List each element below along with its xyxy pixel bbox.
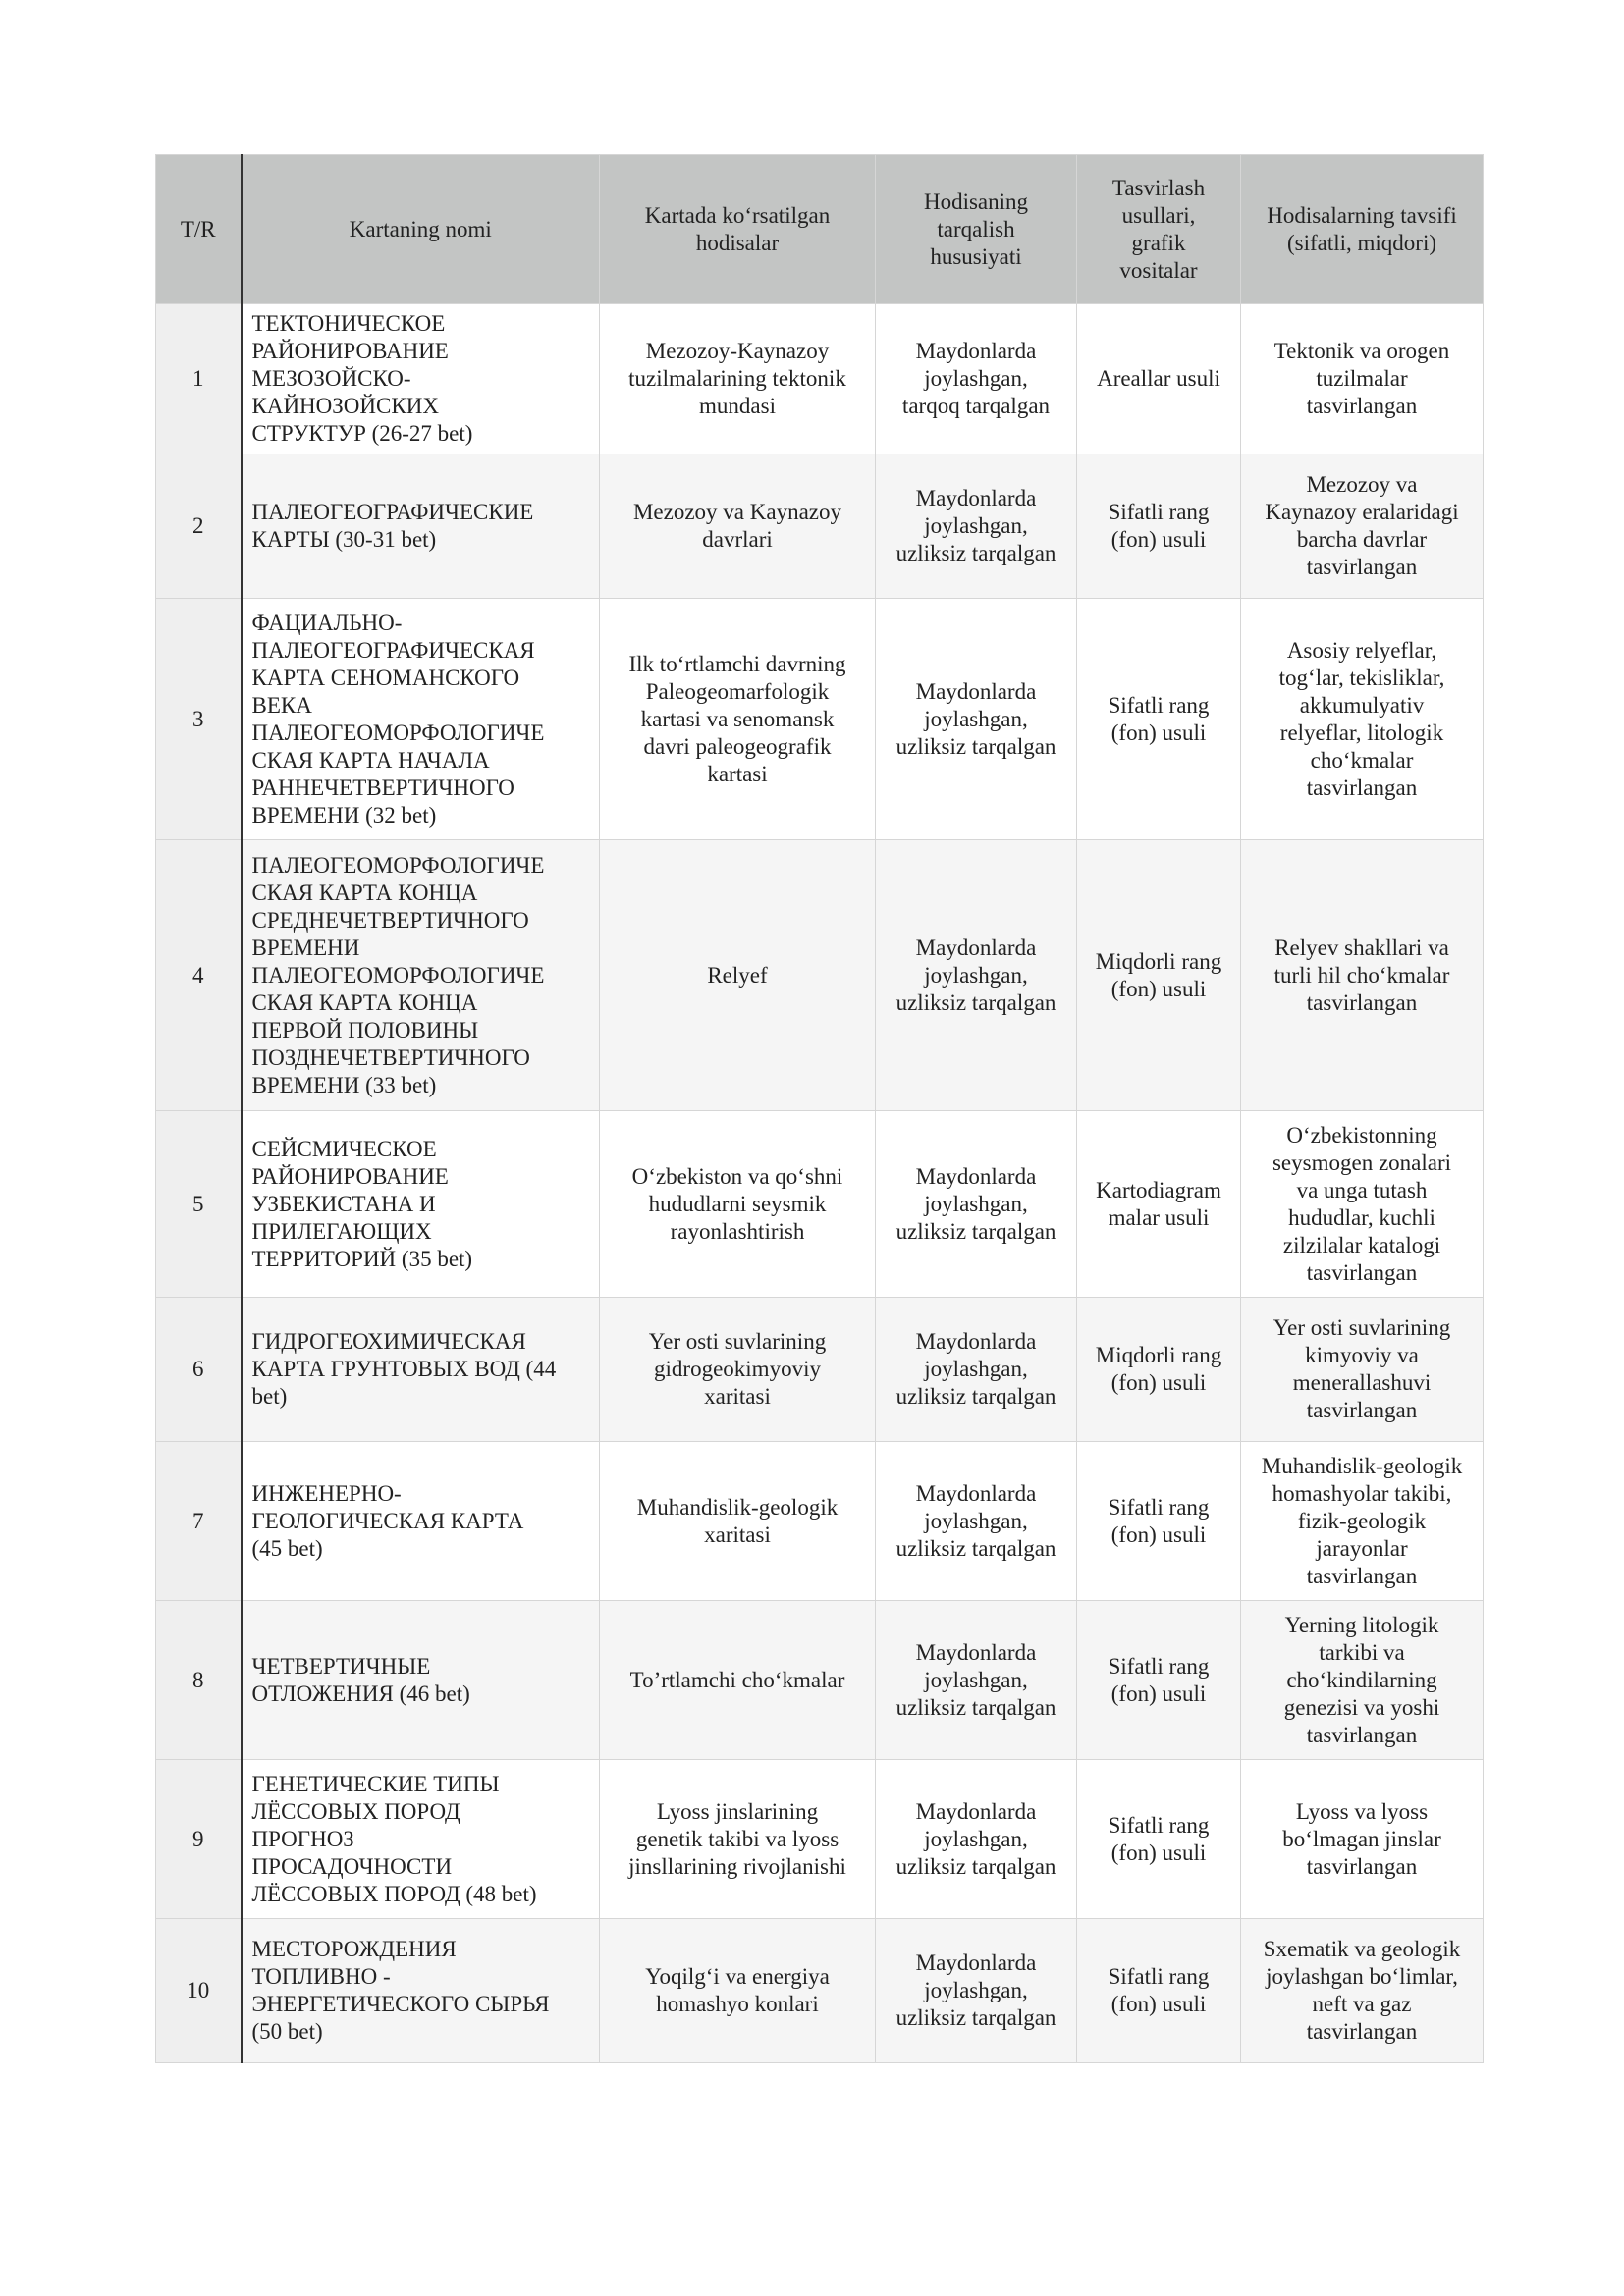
phenomena-cell-text: Yoqilg‘i va energiya homashyo konlari — [645, 1964, 830, 2016]
method-cell — [1077, 840, 1241, 1111]
map-name-cell-text: СЕЙСМИЧЕСКОЕ РАЙОНИРОВАНИЕ УЗБЕКИСТАНА И ПРИЛЕГАЮЩИХ ТЕРРИТОРИЙ (35 bet) — [251, 1136, 473, 1271]
header-description: Hodisalarning tavsifi (sifatli, miqdori) — [1241, 155, 1484, 304]
map-name-cell — [242, 599, 600, 840]
map-name-cell-text: МЕСТОРОЖДЕНИЯ ТОПЛИВНО - ЭНЕРГЕТИЧЕСКОГО СЫРЬЯ (50 bet) — [251, 1937, 550, 2044]
distribution-cell — [876, 1442, 1077, 1601]
distribution-cell-text: Maydonlarda joylashgan, tarqoq tarqalgan — [901, 339, 1051, 418]
description-cell-text: Lyoss va lyoss bo‘lmagan jinslar tasvirlangan — [1282, 1798, 1441, 1879]
row-number-text: 8 — [192, 1667, 204, 1692]
map-name-cell — [242, 1760, 600, 1919]
row-number-text: 9 — [192, 1826, 204, 1851]
description-cell — [1241, 1111, 1484, 1298]
phenomena-cell-text: Lyoss jinslarining genetik takibi va lyoss jinsllarining rivojlanishi — [628, 1798, 846, 1879]
description-cell — [1241, 1760, 1484, 1919]
map-name-cell — [242, 454, 600, 599]
header-map-name: Kartaning nomi — [242, 155, 600, 304]
phenomena-cell — [600, 1760, 876, 1919]
map-name-cell-text: ФАЦИАЛЬНО- ПАЛЕОГЕОГРАФИЧЕСКАЯ КАРТА СЕНОМАНСКОГО ВЕКА ПАЛЕОГЕОМОРФОЛОГИЧЕ СКАЯ КАРТА НАЧАЛА РАННЕЧЕТВЕРТИЧНОГО ВРЕМЕНИ (32 bet) — [251, 610, 545, 828]
method-cell-text: Sifatli rang (fon) usuli — [1108, 1964, 1210, 2016]
phenomena-cell — [600, 454, 876, 599]
row-number — [156, 840, 242, 1111]
row-number — [156, 304, 242, 454]
description-cell — [1241, 1601, 1484, 1760]
map-name-cell-text: ПАЛЕОГЕОМОРФОЛОГИЧЕ СКАЯ КАРТА КОНЦА СРЕДНЕЧЕТВЕРТИЧНОГО ВРЕМЕНИ ПАЛЕОГЕОМОРФОЛОГИЧЕ СКАЯ КАРТА КОНЦА ПЕРВОЙ ПОЛОВИНЫ ПОЗДНЕЧЕТВЕРТИЧНОГО ВРЕМЕНИ (33 bet) — [251, 852, 545, 1097]
description-cell-text: Asosiy relyeflar, tog‘lar, tekisliklar, akkumulyativ relyeflar, litologik cho‘kmalar tasvirlangan — [1278, 637, 1445, 800]
phenomena-cell-text: Mezozoy va Kaynazoy davrlari — [632, 500, 842, 552]
header-row — [156, 155, 1484, 304]
map-name-cell-text: ЧЕТВЕРТИЧНЫЕ ОТЛОЖЕНИЯ (46 bet) — [251, 1653, 470, 1706]
description-cell — [1241, 840, 1484, 1111]
phenomena-cell — [600, 1442, 876, 1601]
method-cell-text: Sifatli rang (fon) usuli — [1108, 500, 1210, 552]
method-cell-text: Miqdorli rang (fon) usuli — [1095, 1343, 1222, 1395]
row-number-text: 6 — [192, 1357, 204, 1381]
map-name-cell — [242, 840, 600, 1111]
method-cell-text: Kartodiagram malar usuli — [1096, 1177, 1221, 1230]
method-cell-text: Sifatli rang (fon) usuli — [1108, 1494, 1210, 1547]
table-row — [156, 840, 1484, 1111]
row-number-text: 1 — [192, 366, 204, 391]
distribution-cell — [876, 1760, 1077, 1919]
distribution-cell — [876, 304, 1077, 454]
header-tr: T/R — [156, 155, 242, 304]
description-cell — [1241, 1298, 1484, 1442]
header-method: Tasvirlash usullari, grafik vositalar — [1077, 155, 1241, 304]
phenomena-cell — [600, 1111, 876, 1298]
distribution-cell-text: Maydonlarda joylashgan, uzliksiz tarqalgan — [895, 486, 1056, 565]
row-number — [156, 1298, 242, 1442]
distribution-cell — [876, 1298, 1077, 1442]
table-row — [156, 1919, 1484, 2063]
method-cell — [1077, 1760, 1241, 1919]
row-number-text: 2 — [192, 513, 204, 538]
method-cell-text: Sifatli rang (fon) usuli — [1108, 1653, 1210, 1706]
table-row — [156, 599, 1484, 840]
row-number — [156, 1919, 242, 2063]
map-name-cell-text: ТЕКТОНИЧЕСКОЕ РАЙОНИРОВАНИЕ МЕЗОЗОЙСКО- КАЙНОЗОЙСКИХ СТРУКТУР (26-27 bet) — [251, 311, 473, 446]
table-header — [156, 155, 1484, 304]
map-name-cell — [242, 1442, 600, 1601]
table-row — [156, 454, 1484, 599]
row-number-text: 10 — [187, 1978, 210, 2002]
table-row — [156, 1298, 1484, 1442]
map-name-cell — [242, 304, 600, 454]
method-cell — [1077, 454, 1241, 599]
phenomena-cell-text: Muhandislik-geologik xaritasi — [636, 1494, 839, 1547]
method-cell-text: Sifatli rang (fon) usuli — [1108, 692, 1210, 745]
distribution-cell-text: Maydonlarda joylashgan, uzliksiz tarqalgan — [895, 1480, 1056, 1561]
row-number — [156, 599, 242, 840]
table-row — [156, 1760, 1484, 1919]
phenomena-cell-text: Relyef — [707, 962, 768, 988]
description-cell-text: Sxematik va geologik joylashgan bo‘limlar, neft va gaz tasvirlangan — [1263, 1937, 1461, 2044]
row-number — [156, 1111, 242, 1298]
method-cell — [1077, 1298, 1241, 1442]
map-name-cell-text: ГЕНЕТИЧЕСКИЕ ТИПЫ ЛЁССОВЫХ ПОРОД ПРОГНОЗ ПРОСАДОЧНОСТИ ЛЁССОВЫХ ПОРОД (48 bet) — [251, 1771, 537, 1906]
phenomena-cell-text: To’rtlamchi cho‘kmalar — [629, 1667, 845, 1692]
description-cell-text: Yer osti suvlarining kimyoviy va menerallashuvi tasvirlangan — [1272, 1315, 1451, 1422]
description-cell — [1241, 454, 1484, 599]
table-row — [156, 1442, 1484, 1601]
description-cell — [1241, 1919, 1484, 2063]
distribution-cell-text: Maydonlarda joylashgan, uzliksiz tarqalgan — [895, 1798, 1056, 1879]
description-cell — [1241, 599, 1484, 840]
phenomena-cell-text: Mezozoy-Kaynazoy tuzilmalarining tektonik mundasi — [628, 339, 846, 418]
row-number — [156, 1601, 242, 1760]
distribution-cell-text: Maydonlarda joylashgan, uzliksiz tarqalgan — [895, 934, 1056, 1015]
map-name-cell — [242, 1601, 600, 1760]
map-name-cell-text: ГИДРОГЕОХИМИЧЕСКАЯ КАРТА ГРУНТОВЫХ ВОД (44 bet) — [251, 1329, 557, 1409]
row-number-text: 5 — [192, 1191, 204, 1216]
method-cell — [1077, 599, 1241, 840]
phenomena-cell-text: Yer osti suvlarining gidrogeokimyoviy xaritasi — [648, 1329, 827, 1409]
method-cell — [1077, 1111, 1241, 1298]
document-page — [155, 154, 1483, 2063]
description-cell — [1241, 304, 1484, 454]
distribution-cell-text: Maydonlarda joylashgan, uzliksiz tarqalgan — [895, 1950, 1056, 2030]
method-cell — [1077, 1601, 1241, 1760]
distribution-cell-text: Maydonlarda joylashgan, uzliksiz tarqalgan — [895, 1329, 1056, 1409]
table-row — [156, 304, 1484, 454]
distribution-cell — [876, 599, 1077, 840]
phenomena-cell — [600, 304, 876, 454]
description-cell-text: Relyev shakllari va turli hil cho‘kmalar tasvirlangan — [1273, 934, 1450, 1015]
table-row — [156, 1601, 1484, 1760]
map-name-cell — [242, 1111, 600, 1298]
method-cell-text: Areallar usuli — [1097, 366, 1220, 391]
description-cell — [1241, 1442, 1484, 1601]
distribution-cell-text: Maydonlarda joylashgan, uzliksiz tarqalgan — [895, 1163, 1056, 1244]
distribution-cell — [876, 1919, 1077, 2063]
description-cell-text: Yerning litologik tarkibi va cho‘kindilarning genezisi va yoshi tasvirlangan — [1283, 1612, 1440, 1747]
table-row — [156, 1111, 1484, 1298]
method-cell — [1077, 1919, 1241, 2063]
distribution-cell — [876, 454, 1077, 599]
description-cell-text: O‘zbekistonning seysmogen zonalari va unga tutash hududlar, kuchli zilzilalar katalogi tasvirlangan — [1272, 1122, 1452, 1285]
phenomena-cell-text: O‘zbekiston va qo‘shni hududlarni seysmik rayonlashtirish — [631, 1163, 843, 1244]
header-distribution: Hodisaning tarqalish hususiyati — [876, 155, 1077, 304]
phenomena-cell — [600, 1298, 876, 1442]
map-name-cell — [242, 1298, 600, 1442]
method-cell-text: Miqdorli rang (fon) usuli — [1095, 948, 1222, 1001]
distribution-cell-text: Maydonlarda joylashgan, uzliksiz tarqalgan — [895, 678, 1056, 759]
map-name-cell — [242, 1919, 600, 2063]
phenomena-cell — [600, 1601, 876, 1760]
phenomena-cell — [600, 599, 876, 840]
row-number-text: 3 — [192, 706, 204, 731]
phenomena-cell-text: Ilk to‘rtlamchi davrning Paleogeomarfologik kartasi va senomansk davri paleogeografik kartasi — [628, 651, 846, 786]
method-cell-text: Sifatli rang (fon) usuli — [1108, 1812, 1210, 1865]
row-number-text: 7 — [192, 1508, 204, 1533]
method-cell — [1077, 1442, 1241, 1601]
header-phenomena: Kartada ko‘rsatilgan hodisalar — [600, 155, 876, 304]
description-cell-text: Tektonik va orogen tuzilmalar tasvirlangan — [1273, 339, 1450, 418]
phenomena-cell — [600, 840, 876, 1111]
phenomena-cell — [600, 1919, 876, 2063]
description-cell-text: Muhandislik-geologik homashyolar takibi, fizik-geologik jarayonlar tasvirlangan — [1261, 1453, 1463, 1588]
row-number — [156, 1760, 242, 1919]
row-number — [156, 1442, 242, 1601]
distribution-cell — [876, 1111, 1077, 1298]
table-body — [156, 304, 1484, 2063]
maps-table — [155, 154, 1484, 2063]
distribution-cell-text: Maydonlarda joylashgan, uzliksiz tarqalgan — [895, 1639, 1056, 1720]
distribution-cell — [876, 840, 1077, 1111]
map-name-cell-text: ПАЛЕОГЕОГРАФИЧЕСКИЕ КАРТЫ (30-31 bet) — [251, 500, 534, 552]
row-number — [156, 454, 242, 599]
map-name-cell-text: ИНЖЕНЕРНО- ГЕОЛОГИЧЕСКАЯ КАРТА (45 bet) — [251, 1480, 524, 1561]
distribution-cell — [876, 1601, 1077, 1760]
description-cell-text: Mezozoy va Kaynazoy eralaridagi barcha davrlar tasvirlangan — [1265, 472, 1459, 579]
row-number-text: 4 — [192, 962, 204, 988]
method-cell — [1077, 304, 1241, 454]
